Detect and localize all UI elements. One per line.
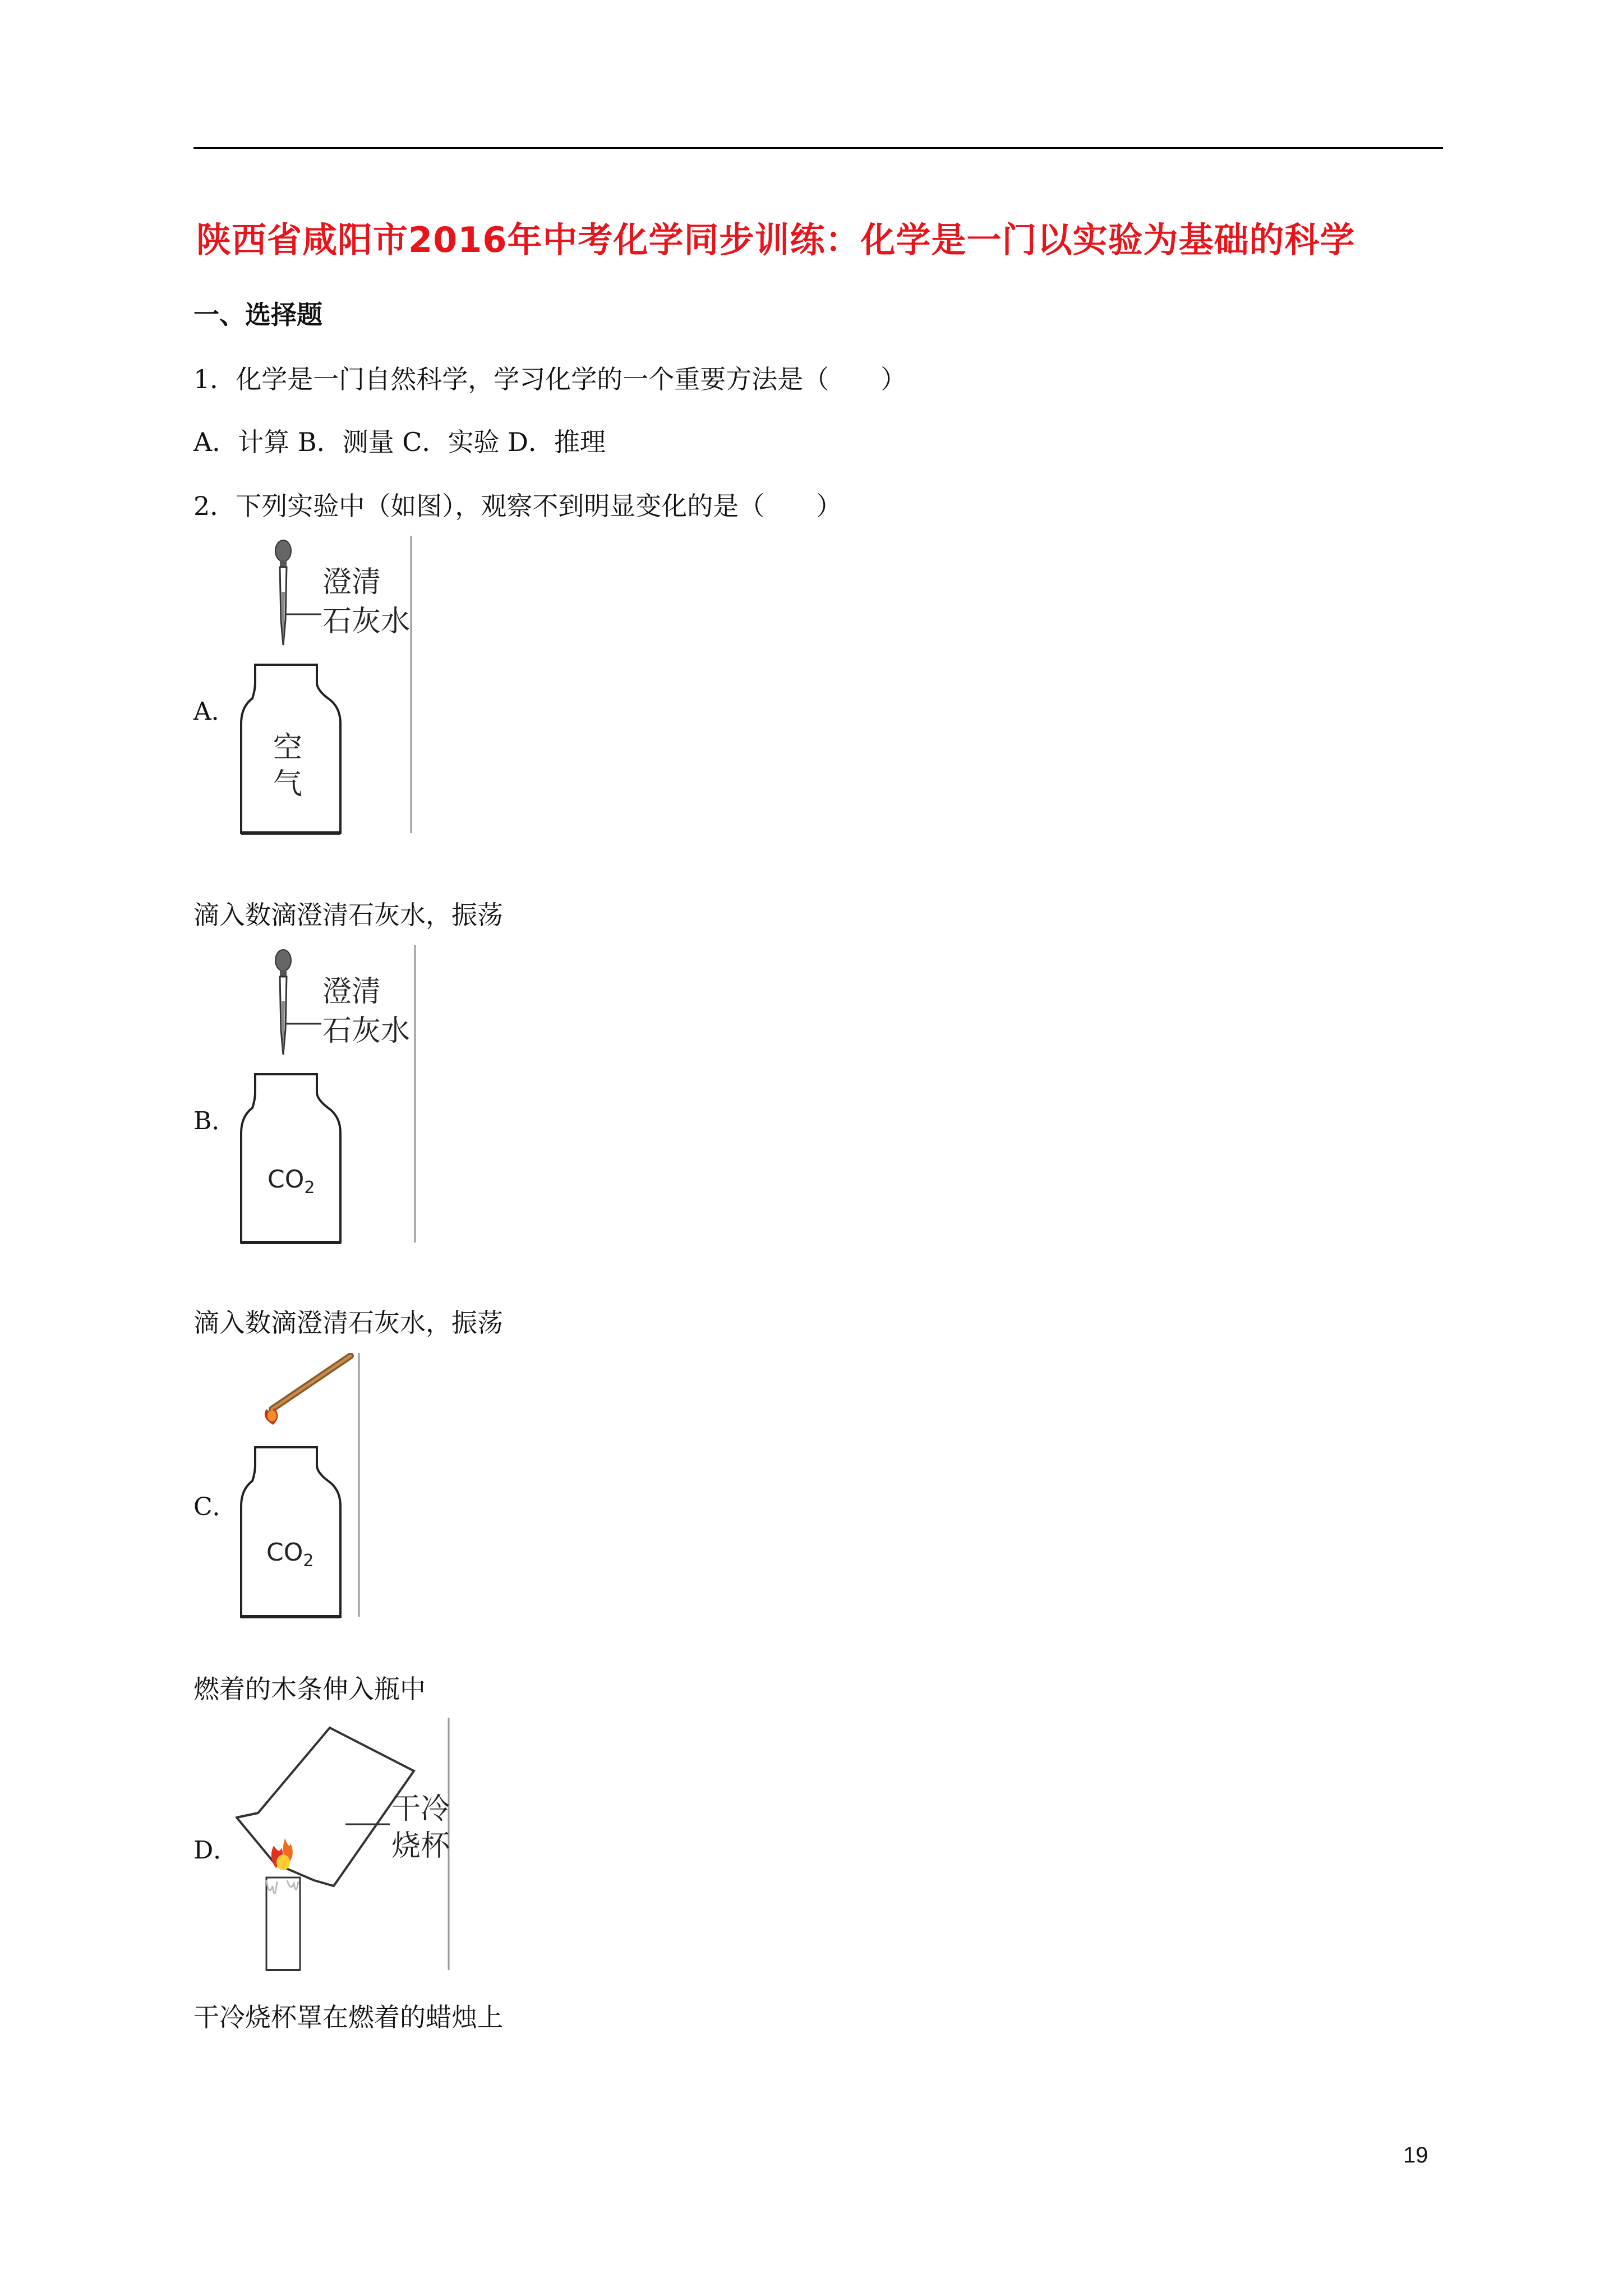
- page-number: 19: [1403, 2143, 1428, 2168]
- option-c-figure: [238, 1353, 365, 1622]
- section-heading: 一、选择题: [193, 300, 322, 330]
- bottle-content-line2: 气: [273, 767, 303, 801]
- bottle-content: CO: [266, 1538, 303, 1567]
- option-d-label: D．: [193, 1836, 238, 1865]
- reagent-label-line1: 澄清: [322, 565, 381, 599]
- page-title: 陕西省咸阳市2016年中考化学同步训练：化学是一门以实验为基础的科学: [196, 219, 1355, 260]
- burning-splint-icon: [265, 1356, 351, 1425]
- gas-bottle-icon: [241, 1074, 340, 1243]
- reagent-label-line2: 石灰水: [322, 1014, 411, 1048]
- beaker-label-line1: 干冷: [391, 1792, 450, 1826]
- beaker-label-line2: 烧杯: [391, 1829, 450, 1863]
- question-2-stem: 2．下列实验中（如图），观察不到明显变化的是（ ）: [193, 491, 842, 521]
- reagent-label-line1: 澄清: [322, 975, 381, 1009]
- header-rule: [193, 147, 1443, 149]
- bottle-content-subscript: 2: [304, 1178, 315, 1198]
- reagent-label-line2: 石灰水: [322, 605, 411, 638]
- bottle-content: CO: [268, 1165, 305, 1194]
- option-b-caption: 滴入数滴澄清石灰水，振荡: [193, 1308, 503, 1338]
- gas-bottle-icon: [241, 1447, 340, 1617]
- bottle-content-subscript: 2: [303, 1551, 314, 1571]
- question-1-stem: 1．化学是一门自然科学，学习化学的一个重要方法是（ ）: [193, 364, 907, 394]
- option-d-figure: [236, 1718, 454, 1976]
- dropper-icon: [275, 950, 291, 1055]
- option-c-label: C．: [193, 1493, 237, 1521]
- option-b-figure: [238, 945, 421, 1248]
- beaker-icon: [237, 1728, 414, 1886]
- option-a-label: A．: [193, 697, 236, 726]
- option-d-caption: 干冷烧杯罩在燃着的蜡烛上: [193, 2002, 503, 2032]
- option-a-caption: 滴入数滴澄清石灰水，振荡: [193, 900, 503, 930]
- bottle-content-line1: 空: [273, 731, 303, 765]
- option-a-figure: [238, 536, 418, 839]
- option-c-caption: 燃着的木条伸入瓶中: [193, 1674, 426, 1704]
- question-1-options: A．计算 B．测量 C．实验 D．推理: [193, 427, 606, 457]
- dropper-icon: [275, 540, 291, 645]
- option-b-label: B．: [193, 1107, 237, 1135]
